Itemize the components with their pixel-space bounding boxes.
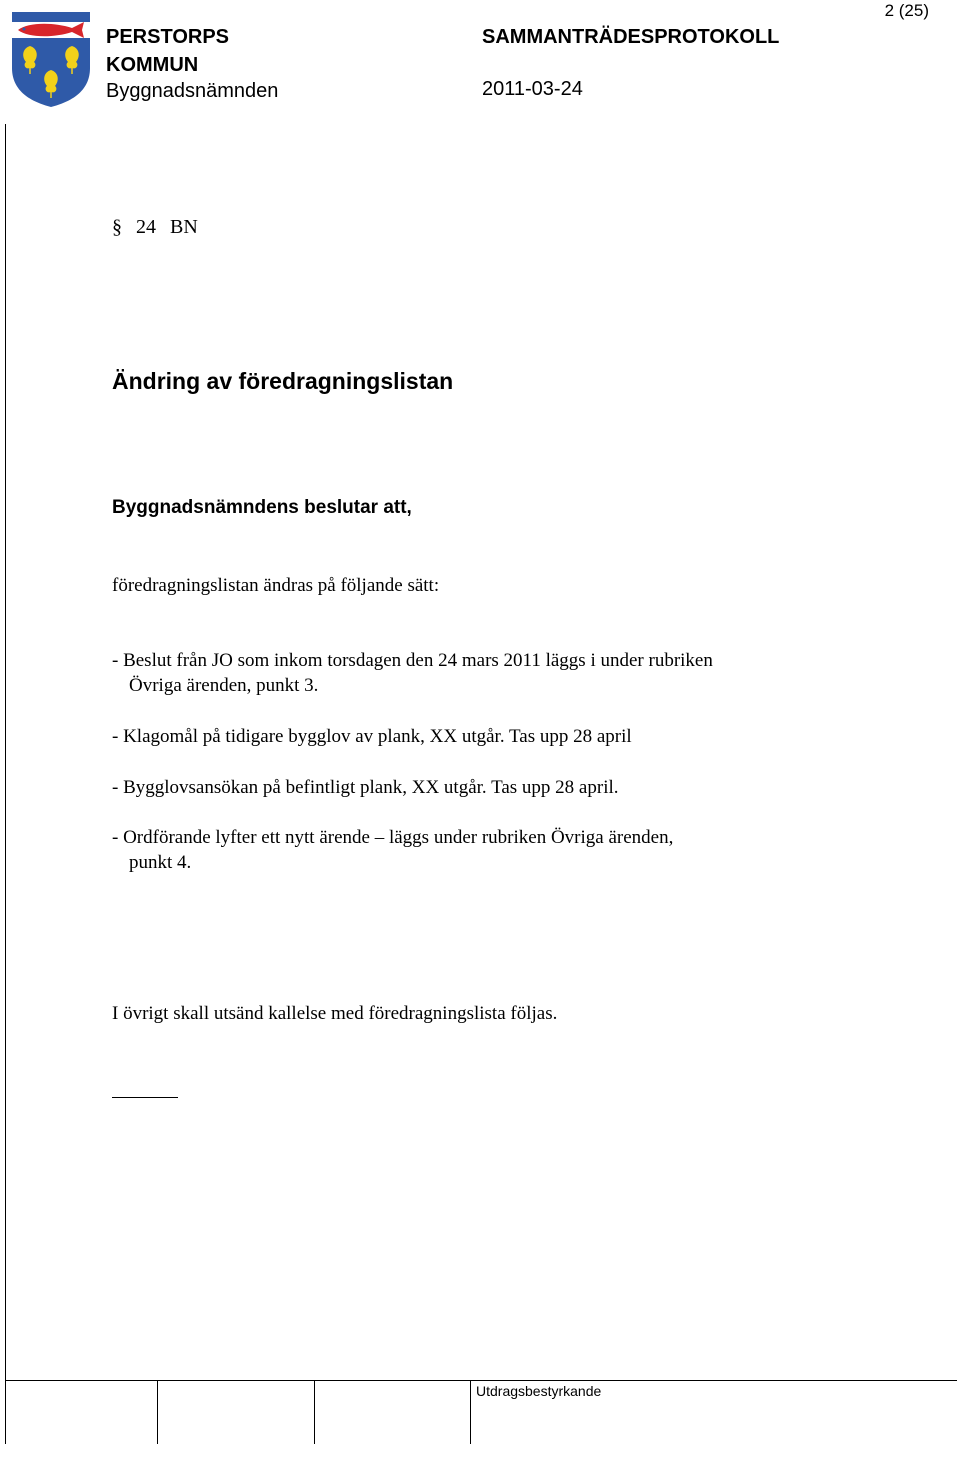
- footer-signature-box-divider: [157, 1380, 158, 1444]
- page-title: Ändring av föredragningslistan: [112, 368, 454, 394]
- list-item-line: - Klagomål på tidigare bygglov av plank, XX utgår. Tas upp 28 april: [112, 726, 632, 747]
- end-rule: [112, 1097, 178, 1098]
- page-number: 2 (25): [884, 1, 929, 20]
- decision-heading: Byggnadsnämndens beslutar att,: [112, 497, 412, 518]
- footer-rule: [5, 1380, 957, 1381]
- list-item-line: punkt 4.: [129, 852, 192, 873]
- section-number: 24: [136, 216, 156, 238]
- list-item: [112, 775, 852, 800]
- list-item-line: Övriga ärenden, punkt 3.: [129, 675, 319, 696]
- closing-text: I övrigt skall utsänd kallelse med föredragningslista följas.: [112, 1003, 558, 1024]
- section-reference: [112, 214, 212, 240]
- footer-signature-box-divider: [314, 1380, 315, 1444]
- left-margin-rule: [5, 124, 6, 1444]
- section-code: BN: [170, 216, 198, 238]
- list-item-line: - Beslut från JO som inkom torsdagen den 24 mars 2011 läggs i under rubriken: [112, 650, 713, 671]
- footer-label: Utdragsbestyrkande: [476, 1383, 602, 1399]
- list-item: [112, 648, 852, 698]
- municipality-coat-of-arms-logo: [10, 10, 92, 108]
- list-item: [112, 825, 852, 875]
- list-item: [112, 724, 852, 749]
- department-name: Byggnadsnämnden: [106, 80, 279, 102]
- list-item-line: - Bygglovsansökan på befintligt plank, XX utgår. Tas upp 28 april.: [112, 777, 619, 798]
- org-name-line2: KOMMUN: [106, 54, 199, 76]
- paragraph-symbol: §: [112, 216, 122, 238]
- meeting-date: 2011-03-24: [482, 78, 583, 100]
- document-type: SAMMANTRÄDESPROTOKOLL: [482, 26, 780, 48]
- intro-text: föredragningslistan ändras på följande sätt:: [112, 575, 440, 596]
- org-name-line1: PERSTORPS: [106, 26, 229, 48]
- list-item-line: - Ordförande lyfter ett nytt ärende – läggs under rubriken Övriga ärenden,: [112, 827, 674, 848]
- footer-signature-box-divider: [470, 1380, 471, 1444]
